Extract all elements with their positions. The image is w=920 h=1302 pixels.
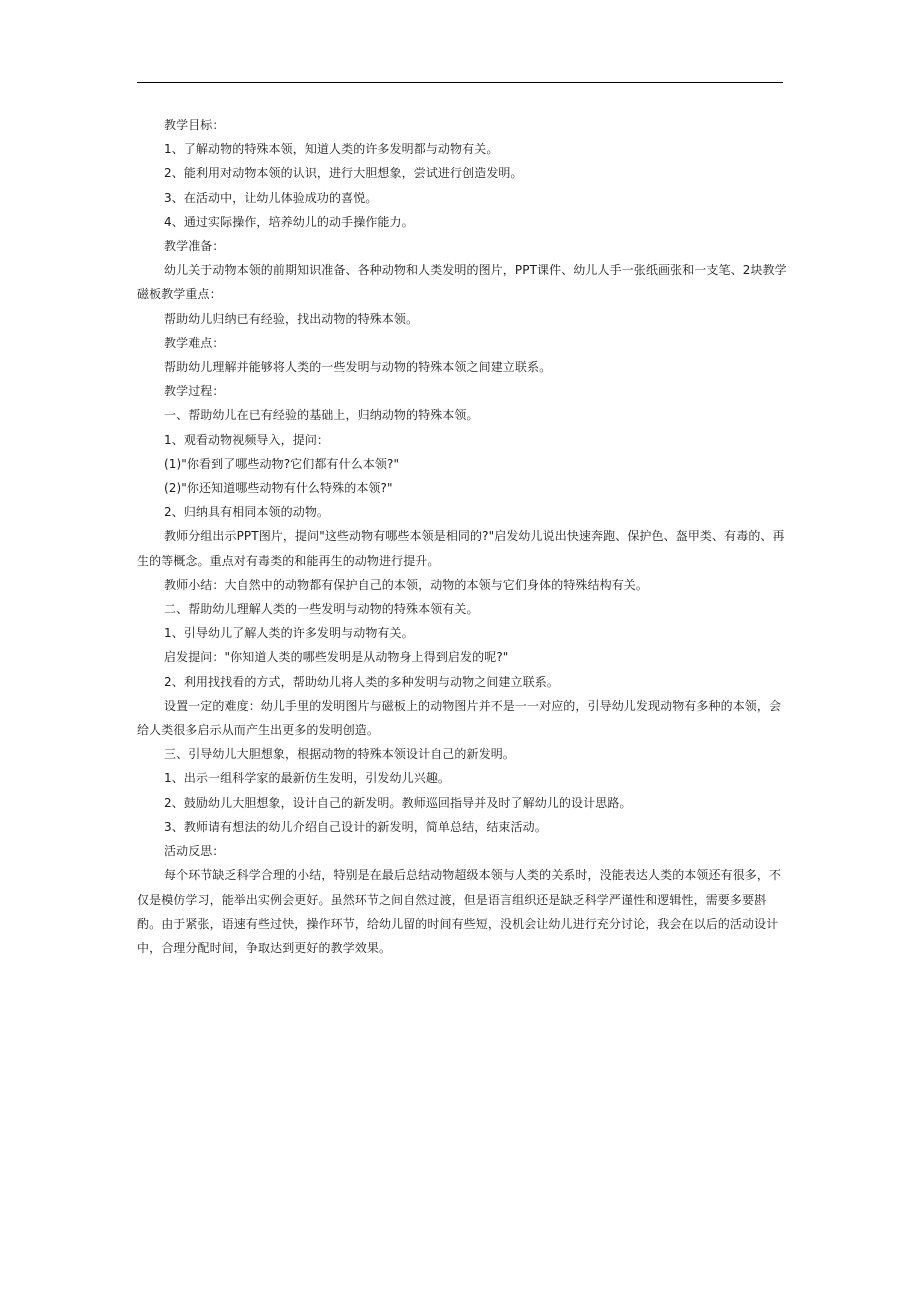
heading-teaching-prep: 教学准备：: [164, 239, 225, 254]
goal-item-2: 2、能利用对动物本领的认识，进行大胆想象，尝试进行创造发明。: [164, 166, 523, 181]
heading-process: 教学过程：: [164, 384, 225, 399]
process-step-3-1: 1、出示一组科学家的最新仿生发明，引发幼儿兴趣。: [164, 771, 451, 786]
goal-item-4: 4、通过实际操作，培养幼儿的动手操作能力。: [164, 214, 414, 229]
document-body: [137, 113, 787, 960]
process-step-1-2: 2、归纳具有相同本领的动物。: [164, 505, 330, 520]
process-section-3: 三、引导幼儿大胆想象，根据动物的特殊本领设计自己的新发明。: [164, 747, 515, 762]
question-1: (1)"你看到了哪些动物?它们都有什么本领?": [164, 456, 400, 471]
header-rule: [137, 82, 783, 83]
prep-paragraph: 幼儿关于动物本领的前期知识准备、各种动物和人类发明的图片，PPT课件、幼儿人手一张纸画张和一支笔、2块教学磁板教学重点：: [137, 263, 787, 302]
teacher-summary: 教师小结：大自然中的动物都有保护自己的本领，动物的本领与它们身体的特殊结构有关。: [164, 577, 649, 592]
process-step-3-2: 2、鼓励幼儿大胆想象，设计自己的新发明。教师巡回指导并及时了解幼儿的设计思路。: [164, 795, 632, 810]
process-step-1-1: 1、观看动物视频导入，提问：: [164, 432, 330, 447]
goal-item-1: 1、了解动物的特殊本领，知道人类的许多发明都与动物有关。: [164, 142, 499, 157]
difficulty-setting-paragraph: 设置一定的难度：幼儿手里的发明图片与磁板上的动物图片并不是一一对应的，引导幼儿发现动物有多种的本领，会给人类很多启示从而产生出更多的发明创造。: [137, 698, 782, 738]
question-2: (2)"你还知道哪些动物有什么特殊的本领?": [164, 481, 393, 496]
heading-teaching-goals: 教学目标：: [164, 118, 225, 132]
ppt-grouping-paragraph: 教师分组出示PPT图片，提问"这些动物有哪些本领是相同的?"启发幼儿说出快速奔跑、保护色、盔甲类、有毒的、再生的等概念。重点对有毒类的和能再生的动物进行提升。: [137, 529, 785, 568]
difficulty-paragraph: 帮助幼儿理解并能够将人类的一些发明与动物的特殊本领之间建立联系。: [164, 360, 552, 375]
key-point-paragraph: 帮助幼儿归纳已有经验，找出动物的特殊本领。: [164, 311, 419, 326]
heading-reflection: 活动反思：: [164, 844, 225, 859]
process-section-1: 一、帮助幼儿在已有经验的基础上，归纳动物的特殊本领。: [164, 408, 479, 423]
process-step-3-3: 3、教师请有想法的幼儿介绍自己设计的新发明，简单总结，结束活动。: [164, 819, 547, 834]
goal-item-3: 3、在活动中，让幼儿体验成功的喜悦。: [164, 190, 378, 205]
process-step-2-1: 1、引导幼儿了解人类的许多发明与动物有关。: [164, 626, 414, 641]
process-step-2-2: 2、利用找找看的方式，帮助幼儿将人类的多种发明与动物之间建立联系。: [164, 674, 559, 689]
inspiring-question: 启发提问："你知道人类的哪些发明是从动物身上得到启发的呢?": [164, 650, 509, 665]
process-section-2: 二、帮助幼儿理解人类的一些发明与动物的特殊本领有关。: [164, 602, 479, 617]
reflection-paragraph: 每个环节缺乏科学合理的小结，特别是在最后总结动物超级本领与人类的关系时，没能表达人类的本领还有很多，不仅是模仿学习，能举出实例会更好。虽然环节之间自然过渡，但是语言组织还是缺乏科学严谨性和逻辑性，需要多要斟酌。由于紧张，语速有些过快，操作环节，给幼儿留的时间有些短，没机会让幼儿进行充分讨论，我会在以后的活动设计中，合理分配时间，争取达到更好的教学效果。: [137, 868, 782, 955]
heading-difficulty: 教学难点：: [164, 335, 225, 350]
